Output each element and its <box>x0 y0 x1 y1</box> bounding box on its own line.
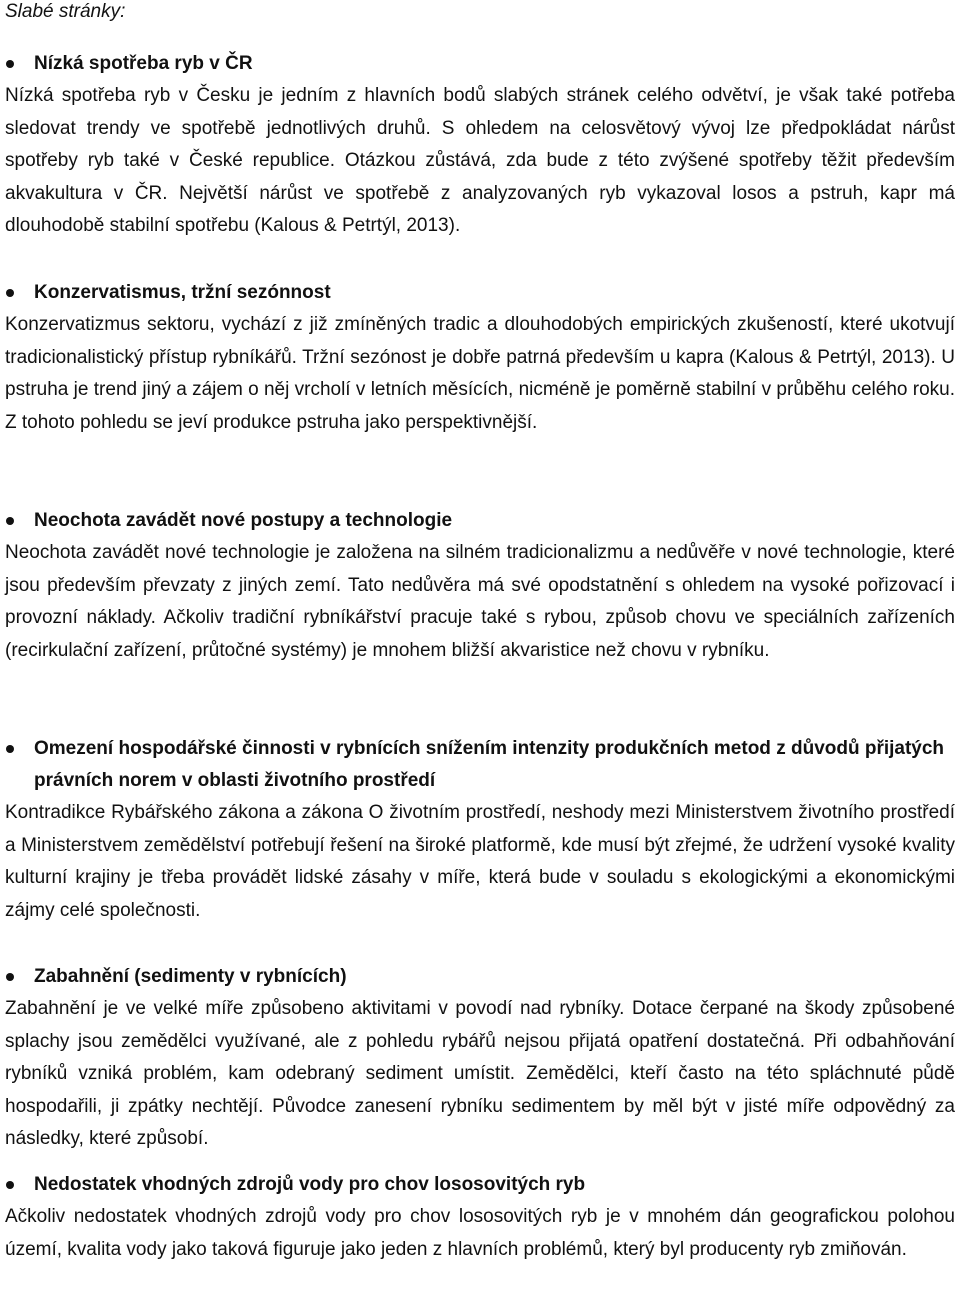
bullet-icon <box>5 1169 34 1201</box>
section-body: Kontradikce Rybářského zákona a zákona O životním prostředí, neshody mezi Ministerstvem životního prostředí a Ministerstvem zemědělství potřebují řešení na široké platformě, kde musí být zřejmé, že udržení vysoké kvality kulturní krajiny je třeba provádět lidské zásahy v míře, která bude v souladu s ekologickými a ekonomickými zájmy celé společnosti. <box>5 802 955 921</box>
section-title: Nedostatek vhodných zdrojů vody pro chov lososovitých ryb <box>34 1174 586 1195</box>
section-water-sources <box>5 1169 955 1266</box>
section-body: Nízká spotřeba ryb v Česku je jedním z hlavních bodů slabých stránek celého odvětví, je však také potřeba sledovat trendy ve spotřebě jednotlivých druhů. S ohledem na celosvětový vývoj lze předpokládat nárůst spotřeby ryb také v České republice. Otázkou zůstává, zda bude z této zvýšené spotřeby těžit především akvakultura v ČR. Největší nárůst ve spotřebě z analyzovaných ryb vykazoval losos a pstruh, kapr má dlouhodobě stabilní spotřebu (Kalous & Petrtýl, 2013). <box>5 85 955 236</box>
section-title: Konzervatismus, tržní sezónnost <box>34 282 331 303</box>
section-body: Zabahnění je ve velké míře způsobeno aktivitami v povodí nad rybníky. Dotace čerpané na škody způsobené splachy jsou zemědělci využívané, ale z pohledu rybářů nejsou přijatá opatření dostatečná. Při odbahňování rybníků vzniká problém, kam odebraný sediment umístit. Zemědělci, kteří často na této spláchnuté půdě hospodařili, ji zpátky nechtějí. Původce zanesení rybníku sedimentem by měl být v jisté míře odpovědný za následky, které způsobí. <box>5 998 955 1149</box>
section-legal-restrictions <box>5 733 955 927</box>
section-title: Neochota zavádět nové postupy a technologie <box>34 510 453 531</box>
bullet-icon <box>5 961 34 993</box>
document-page <box>5 0 955 1260</box>
bullet-icon <box>5 48 34 80</box>
section-sedimentation <box>5 961 955 1156</box>
bullet-icon <box>5 505 34 537</box>
bullet-icon <box>5 733 34 765</box>
section-body: Neochota zavádět nové technologie je založena na silném tradicionalizmu a nedůvěře v nové technologie, které jsou především převzaty z jiných zemí. Tato nedůvěra má své opodstatnění s ohledem na vysoké pořizovací i provozní náklady. Ačkoliv tradiční rybníkářství pracuje také s rybou, způsob chovu ve speciálních zařízeních (recirkulační zařízení, průtočné systémy) je mnohem bližší akvaristice než chovu v rybníku. <box>5 542 955 661</box>
section-body: Konzervatizmus sektoru, vychází z již zmíněných tradic a dlouhodobých empirických zkušeností, které ukotvují tradicionalistický přístup rybníkářů. Tržní sezónost je dobře patrná především u kapra (Kalous & Petrtýl, 2013). U pstruha je trend jiný a zájem o něj vrcholí v letních měsících, nicméně je poměrně stabilní v průběhu celého roku. Z tohoto pohledu se jeví produkce pstruha jako perspektivnější. <box>5 314 955 433</box>
section-title: Nízká spotřeba ryb v ČR <box>34 53 253 74</box>
document-heading: Slabé stránky: <box>5 1 126 22</box>
section-low-fish-consumption <box>5 48 955 243</box>
section-reluctance-technology <box>5 505 955 667</box>
section-title: Omezení hospodářské činnosti v rybnících snížením intenzity produkčních metod z důvodů přijatých právních norem v oblasti životního prostředí <box>34 738 945 791</box>
section-body: Ačkoliv nedostatek vhodných zdrojů vody pro chov lososovitých ryb je v mnohém dán geografickou polohou území, kvalita vody jako taková figuruje jako jeden z hlavních problémů, který byl producenty ryb zmiňován. <box>5 1206 955 1260</box>
section-conservatism <box>5 277 955 439</box>
bullet-icon <box>5 277 34 309</box>
section-title: Zabahnění (sedimenty v rybnících) <box>34 966 347 987</box>
